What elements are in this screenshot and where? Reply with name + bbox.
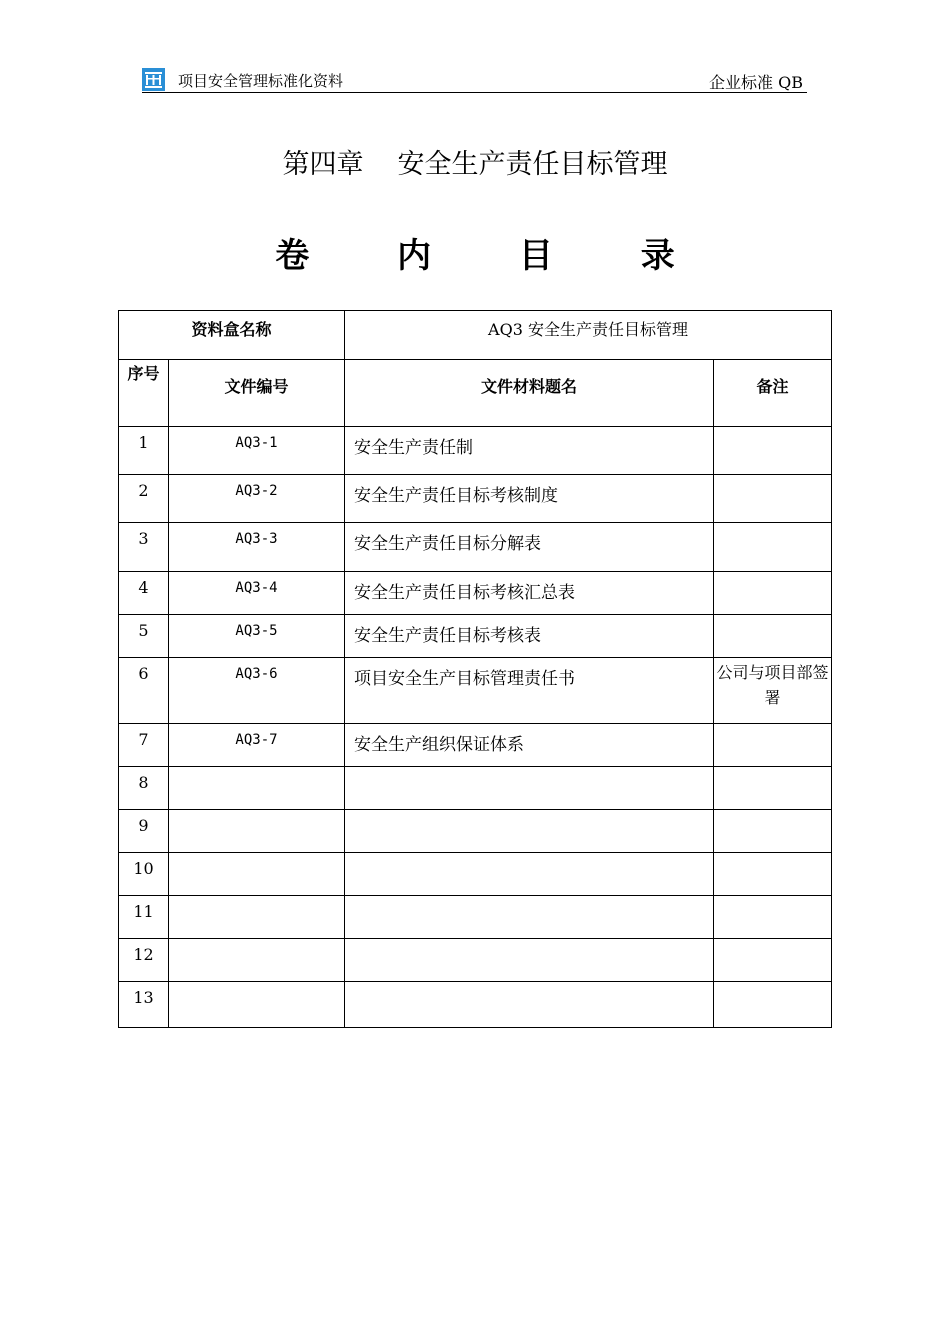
header-standard-label: 企业标准 QB [709, 73, 803, 92]
row-seq-cell: 6 [119, 658, 169, 724]
row-code-cell: AQ3-1 [169, 427, 345, 475]
row-code-cell: AQ3-5 [169, 615, 345, 658]
file-index-table [118, 310, 832, 1028]
row-code-cell [169, 810, 345, 853]
row-seq-cell: 1 [119, 427, 169, 475]
table-row [119, 724, 832, 767]
row-title-cell [345, 810, 714, 853]
table-row [119, 896, 832, 939]
row-title-cell [345, 767, 714, 810]
table-row [119, 615, 832, 658]
row-note-cell [714, 982, 832, 1028]
table-row [119, 475, 832, 523]
row-code-cell: AQ3-6 [169, 658, 345, 724]
company-logo-icon [142, 68, 165, 91]
table-row [119, 810, 832, 853]
column-header-row [119, 360, 832, 427]
page-header [142, 66, 807, 93]
row-code-cell [169, 982, 345, 1028]
row-note-cell [714, 896, 832, 939]
header-document-series: 项目安全管理标准化资料 [178, 72, 344, 90]
box-name-value: AQ3 安全生产责任目标管理 [345, 311, 832, 360]
box-name-label: 资料盒名称 [119, 311, 345, 360]
row-note-cell [714, 615, 832, 658]
chapter-number: 第四章 [282, 149, 364, 180]
row-code-cell [169, 853, 345, 896]
row-code-cell [169, 767, 345, 810]
column-header-code: 文件编号 [169, 360, 345, 427]
row-note-cell [714, 475, 832, 523]
row-title-cell [345, 982, 714, 1028]
row-code-cell [169, 939, 345, 982]
row-code-cell [169, 896, 345, 939]
row-note-cell [714, 523, 832, 572]
row-note-cell [714, 939, 832, 982]
row-seq-cell: 8 [119, 767, 169, 810]
row-seq-cell: 12 [119, 939, 169, 982]
column-header-seq: 序号 [119, 360, 169, 427]
chapter-heading [0, 142, 950, 181]
row-code-cell: AQ3-4 [169, 572, 345, 615]
row-code-cell: AQ3-7 [169, 724, 345, 767]
table-row [119, 853, 832, 896]
row-title-cell [345, 939, 714, 982]
row-code-cell: AQ3-3 [169, 523, 345, 572]
row-title-cell: 项目安全生产目标管理责任书 [345, 658, 714, 724]
chapter-title: 安全生产责任目标管理 [397, 149, 668, 180]
row-note-cell [714, 427, 832, 475]
table-row [119, 523, 832, 572]
row-note-cell: 公司与项目部签署 [714, 658, 832, 724]
row-seq-cell: 2 [119, 475, 169, 523]
row-title-cell: 安全生产责任目标考核表 [345, 615, 714, 658]
row-title-cell: 安全生产责任目标分解表 [345, 523, 714, 572]
row-code-cell: AQ3-2 [169, 475, 345, 523]
row-seq-cell: 7 [119, 724, 169, 767]
table-row [119, 982, 832, 1028]
table-row [119, 939, 832, 982]
row-seq-cell: 13 [119, 982, 169, 1028]
row-title-cell: 安全生产责任目标考核汇总表 [345, 572, 714, 615]
table-row [119, 658, 832, 724]
row-title-cell: 安全生产组织保证体系 [345, 724, 714, 767]
row-seq-cell: 4 [119, 572, 169, 615]
table-row [119, 572, 832, 615]
column-header-name: 文件材料题名 [345, 360, 714, 427]
row-seq-cell: 11 [119, 896, 169, 939]
table-row [119, 767, 832, 810]
row-note-cell [714, 572, 832, 615]
row-seq-cell: 3 [119, 523, 169, 572]
row-note-cell [714, 767, 832, 810]
column-header-note: 备注 [714, 360, 832, 427]
row-seq-cell: 5 [119, 615, 169, 658]
row-note-cell [714, 724, 832, 767]
row-title-cell: 安全生产责任目标考核制度 [345, 475, 714, 523]
row-seq-cell: 9 [119, 810, 169, 853]
table-row [119, 427, 832, 475]
row-note-cell [714, 810, 832, 853]
row-note-cell [714, 853, 832, 896]
row-title-cell: 安全生产责任制 [345, 427, 714, 475]
row-seq-cell: 10 [119, 853, 169, 896]
toc-title: 卷 内 目 录 [275, 236, 713, 276]
row-title-cell [345, 896, 714, 939]
box-name-row [119, 311, 832, 360]
row-title-cell [345, 853, 714, 896]
